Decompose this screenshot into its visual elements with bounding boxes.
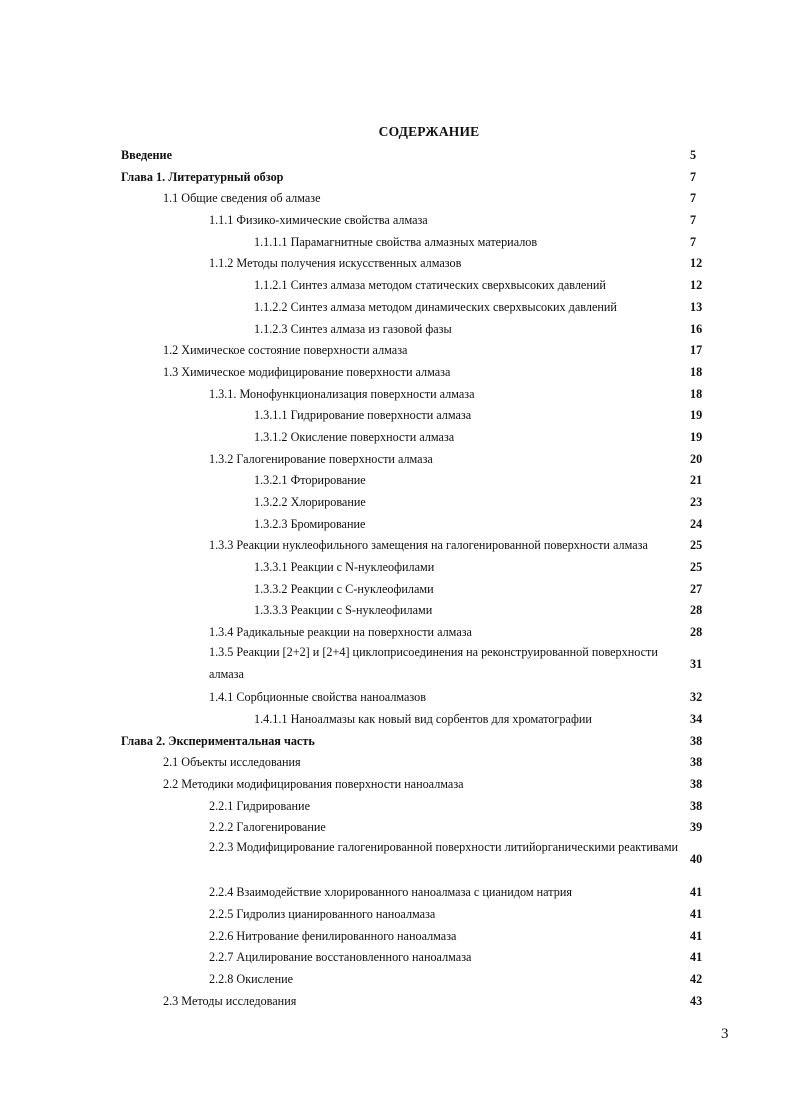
toc-entry-page: 24: [690, 516, 703, 531]
toc-entry: [120, 449, 720, 471]
toc-entry-title: 2.1 Объекты исследования: [163, 755, 301, 770]
toc-entry-page: 41: [690, 950, 703, 965]
toc-entry: [120, 687, 720, 709]
toc-entry-page: 41: [690, 885, 703, 900]
toc-entry-title: 2.2.8 Окисление: [209, 972, 294, 987]
toc-entry-page: 40: [690, 852, 703, 867]
toc-entry-page: 16: [690, 321, 703, 336]
toc-entry: [120, 427, 720, 449]
toc-entry: [120, 145, 720, 167]
toc-entry-page: 28: [690, 603, 703, 618]
toc-entry: [120, 600, 720, 622]
toc-entry: [120, 882, 720, 904]
toc-entry: [120, 470, 720, 492]
toc-entry: [120, 319, 720, 341]
toc-entry-page: 38: [690, 755, 703, 770]
toc-entry-page: 7: [690, 234, 697, 249]
toc-entry-page: 31: [690, 656, 703, 671]
toc-entry-title: Глава 1. Литературный обзор: [121, 169, 284, 184]
toc-entry-title: 1.3.2 Галогенирование поверхности алмаза: [209, 451, 433, 466]
toc-entry-page: 41: [690, 928, 703, 943]
toc-entry-page: 38: [690, 776, 703, 791]
page-number: 3: [721, 1026, 729, 1042]
toc-entry: [120, 622, 720, 644]
toc-entry-page: 41: [690, 907, 703, 922]
toc-entry-page: 12: [690, 278, 703, 293]
toc-entry-title: 1.3.5 Реакции [2+2] и [2+4] циклоприсоединения на реконструированной поверхности алмаза: [209, 644, 658, 681]
toc-entry: [120, 514, 720, 536]
toc-entry-title: 1.3.3.3 Реакции с S-нуклеофилами: [254, 603, 433, 618]
toc-entry: [120, 275, 720, 297]
toc-entry-title: 1.3.1. Монофункционализация поверхности алмаза: [209, 386, 475, 401]
toc-entry-title: 1.1.2.1 Синтез алмаза методом статических сверхвысоких давлений: [254, 278, 606, 293]
toc-entry-title: 1.1.2.3 Синтез алмаза из газовой фазы: [254, 321, 452, 336]
toc-entry-title: Введение: [121, 148, 172, 162]
toc-entry-title: 1.1.1 Физико-химические свойства алмаза: [209, 213, 428, 228]
toc-entry-page: 32: [690, 690, 703, 705]
toc-entry: [120, 210, 720, 232]
toc-entry-page: 18: [690, 386, 703, 401]
toc-entry: [120, 188, 720, 210]
toc-entry-title: 1.1.2 Методы получения искусственных алмазов: [209, 256, 462, 271]
toc-entry-title: 1.3.3.2 Реакции с С-нуклеофилами: [254, 581, 434, 596]
toc-entry-title: 1.3 Химическое модифицирование поверхности алмаза: [163, 364, 451, 379]
toc-entry-title: 2.2.4 Взаимодействие хлорированного наноалмаза с цианидом натрия: [209, 885, 572, 900]
toc-entry-title: 2.2.3 Модифицирование галогенированной поверхности литийорганическими реактивами: [209, 840, 679, 855]
toc-entry: [120, 492, 720, 514]
toc-entry-page: 27: [690, 581, 703, 596]
toc-entry: [120, 557, 720, 579]
toc-entry-page: 42: [690, 972, 703, 987]
toc-entry-title: 2.2 Методики модифицирования поверхности наноалмаза: [163, 776, 464, 791]
toc-entry-page: 34: [690, 711, 703, 726]
toc-entry-title: Глава 2. Экспериментальная часть: [121, 733, 315, 748]
toc-entry-title: 1.1.1.1 Парамагнитные свойства алмазных материалов: [254, 234, 538, 249]
toc-entry: [120, 644, 720, 687]
toc-entry: [120, 731, 720, 753]
toc-entry: [120, 535, 720, 557]
toc-entry-title: 2.2.7 Ацилирование восстановленного наноалмаза: [209, 950, 472, 965]
toc-entry-title: 1.2 Химическое состояние поверхности алмаза: [163, 343, 408, 358]
toc-entry-title: 1.3.3.1 Реакции с N-нуклеофилами: [254, 560, 435, 575]
toc-entry: [120, 709, 720, 731]
toc-entry-title: 1.3.1.1 Гидрирование поверхности алмаза: [254, 408, 472, 423]
toc-entry-page: 23: [690, 495, 703, 509]
toc-entry: [120, 817, 720, 839]
toc-entry-page: 13: [690, 299, 703, 314]
toc-entry-page: 28: [690, 625, 703, 640]
toc-entry-title: 2.2.1 Гидрирование: [209, 798, 310, 813]
toc-entry: [120, 579, 720, 601]
toc-entry: [120, 904, 720, 926]
toc-entry-title: 1.3.3 Реакции нуклеофильного замещения на галогенированной поверхности алмаза: [209, 538, 648, 553]
toc-entry: [120, 796, 720, 818]
toc-entry-page: 25: [690, 538, 703, 553]
toc-entry: [120, 926, 720, 948]
toc-entry: [120, 232, 720, 254]
toc-entry-title: 2.3 Методы исследования: [163, 993, 297, 1008]
toc-entry-page: 19: [690, 408, 703, 423]
toc-entry-title: 1.3.2.1 Фторирование: [254, 473, 366, 488]
toc-entry-page: 38: [690, 798, 703, 813]
toc-entry: [120, 362, 720, 384]
table-of-contents: [120, 145, 720, 1013]
toc-entry-page: 21: [690, 473, 703, 488]
toc-entry-title: 2.2.6 Нитрование фенилированного наноалмаза: [209, 928, 457, 943]
toc-entry: [120, 297, 720, 319]
toc-entry-page: 25: [690, 560, 703, 575]
toc-entry: [120, 405, 720, 427]
toc-entry-title: 2.2.2 Галогенирование: [209, 820, 326, 835]
toc-entry: [120, 253, 720, 275]
toc-entry-title: 1.4.1 Сорбционные свойства наноалмазов: [209, 690, 427, 705]
toc-entry: [120, 340, 720, 362]
toc-entry-page: 17: [690, 343, 703, 358]
toc-entry: [120, 969, 720, 991]
toc-entry-page: 19: [690, 429, 703, 444]
toc-entry-title: 1.4.1.1 Наноалмазы как новый вид сорбентов для хроматографии: [254, 711, 592, 726]
toc-entry-title: 1.1 Общие сведения об алмазе: [163, 191, 321, 206]
toc-entry-page: 39: [690, 820, 703, 835]
toc-entry-title: 1.3.2.3 Бромирование: [254, 516, 366, 531]
toc-entry-title: 2.2.5 Гидролиз цианированного наноалмаза: [209, 907, 436, 922]
toc-entry-title: 1.3.1.2 Окисление поверхности алмаза: [254, 429, 455, 444]
toc-entry-page: 43: [690, 993, 703, 1008]
toc-entry: [120, 774, 720, 796]
toc-entry-title: 1.3.4 Радикальные реакции на поверхности алмаза: [209, 625, 472, 640]
toc-entry-page: 38: [690, 733, 703, 748]
toc-entry-page: 7: [690, 169, 697, 184]
toc-entry-page: 18: [690, 364, 703, 379]
toc-entry-page: 7: [690, 191, 697, 206]
page-title: СОДЕРЖАНИЕ: [378, 124, 480, 139]
toc-entry: [120, 947, 720, 969]
toc-entry-page: 12: [690, 256, 703, 271]
toc-entry-page: 20: [690, 451, 703, 466]
toc-entry: [120, 384, 720, 406]
toc-entry: [120, 752, 720, 774]
toc-entry: [120, 839, 720, 882]
toc-entry: [120, 167, 720, 189]
toc-entry-page: 7: [690, 213, 697, 228]
toc-entry-title: 1.1.2.2 Синтез алмаза методом динамических сверхвысоких давлений: [254, 299, 617, 314]
toc-entry: [120, 991, 720, 1013]
toc-entry-page: 5: [690, 148, 697, 162]
toc-entry-title: 1.3.2.2 Хлорирование: [254, 495, 366, 509]
